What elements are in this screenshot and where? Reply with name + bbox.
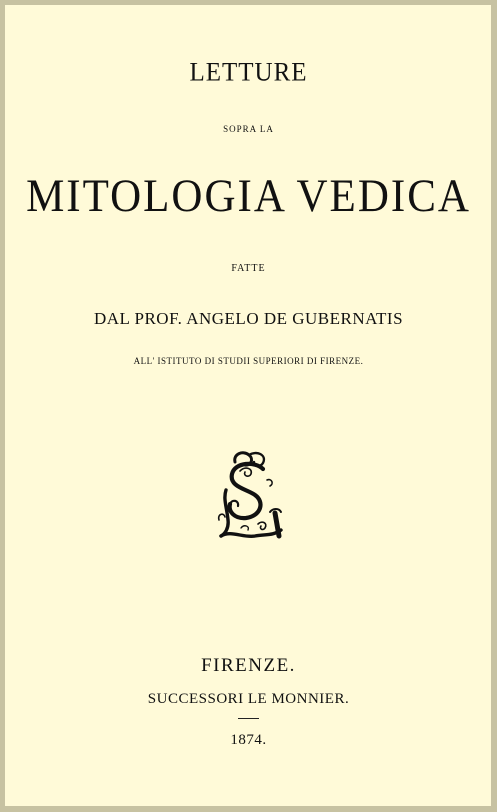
imprint-year: 1874. <box>230 732 267 748</box>
fatte-line: FATTE <box>231 263 266 274</box>
publisher-monogram-ornament-icon <box>215 450 285 542</box>
author-line: DAL PROF. ANGELO DE GUBERNATIS <box>93 309 404 328</box>
imprint-divider <box>238 718 259 719</box>
title-subline: SOPRA LA <box>223 124 274 134</box>
book-title-top: LETTURE <box>189 58 308 87</box>
book-main-title: MITOLOGIA VEDICA <box>26 171 471 222</box>
imprint-publisher: SUCCESSORI LE MONNIER. <box>147 691 350 707</box>
author-affiliation: ALL' ISTITUTO DI STUDII SUPERIORI DI FIRENZE. <box>133 356 364 366</box>
imprint-city: FIRENZE. <box>201 655 296 676</box>
